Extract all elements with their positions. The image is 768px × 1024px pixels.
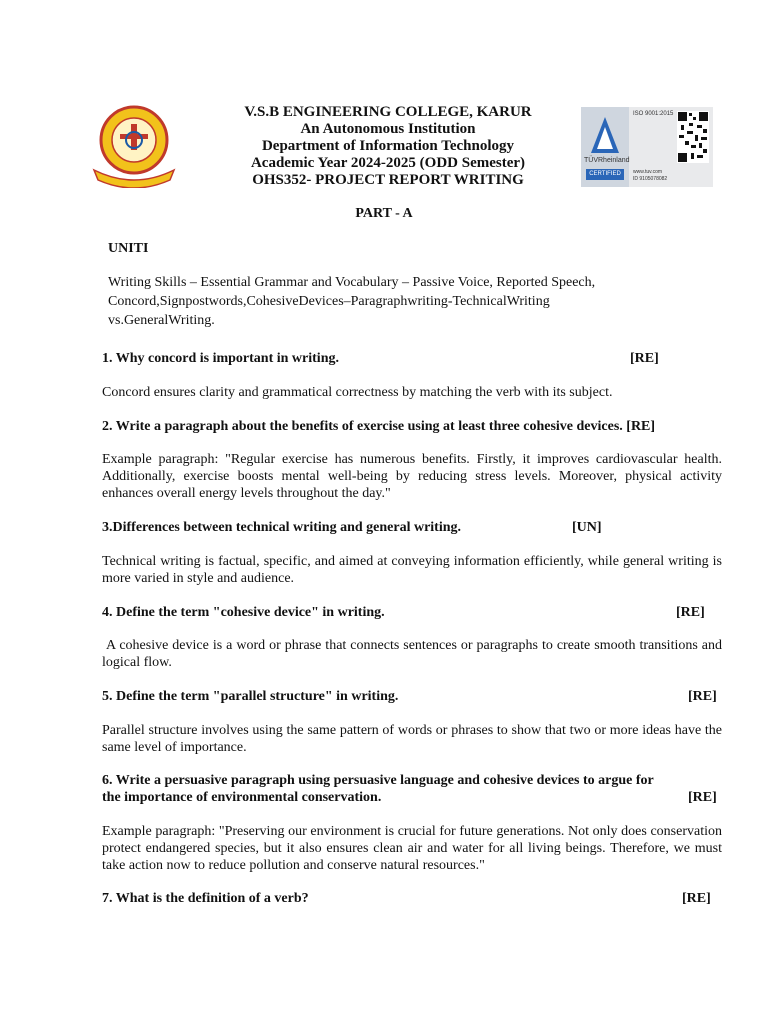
question-5: 5. Define the term "parallel structure" in writing. [RE] xyxy=(102,689,717,704)
answer-5: Parallel structure involves using the same pattern of words or phrases to show that two or more ideas have the same level of importance. xyxy=(102,723,722,755)
question-tag: [RE] xyxy=(688,689,717,704)
cert-brand: TÜVRheinland xyxy=(584,157,630,164)
syllabus-line: Writing Skills – Essential Grammar and Vocabulary – Passive Voice, Reported Speech, xyxy=(108,275,596,290)
answer-1: Concord ensures clarity and grammatical correctness by matching the verb with its subject. xyxy=(102,385,613,400)
unit-heading: UNITI xyxy=(108,241,149,256)
cert-badge: CERTIFIED xyxy=(586,169,624,180)
answer-4: A cohesive device is a word or phrase that connects sentences or paragraphs to create smooth transitions and logical flow. xyxy=(102,638,726,670)
cert-id: ID 9105078082 xyxy=(633,176,668,182)
tuv-triangle-icon xyxy=(589,115,621,157)
department-line: Department of Information Technology xyxy=(261,138,515,154)
autonomous-line: An Autonomous Institution xyxy=(300,121,476,137)
question-tag: [RE] xyxy=(682,891,711,906)
question-6: 6. Write a persuasive paragraph using persuasive language and cohesive devices to argue for the importance of environmental conservation. [RE] xyxy=(102,773,717,805)
question-4: 4. Define the term "cohesive device" in writing. [RE] xyxy=(102,605,705,620)
question-tag: [UN] xyxy=(572,520,602,535)
question-1: 1. Why concord is important in writing. [RE] xyxy=(102,351,659,366)
cert-url: www.tuv.com xyxy=(633,169,663,175)
syllabus-line: Concord,Signpostwords,CohesiveDevices–Paragraphwriting-TechnicalWriting xyxy=(108,294,550,309)
course-line: OHS352- PROJECT REPORT WRITING xyxy=(252,172,524,188)
cert-iso: ISO 9001:2015 xyxy=(633,111,674,117)
question-tag: [RE] xyxy=(676,605,705,620)
answer-2: Example paragraph: "Regular exercise has numerous benefits. Firstly, it improves cardiovascular health. Additionally, exercise boosts mental well-being by reducing stress levels. Moreover, physical activity enhances overall energy levels throughout the day." xyxy=(102,452,722,501)
answer-6: Example paragraph: "Preserving our environment is crucial for future generations. Not only does conservation protect endangered species, but it also ensures clean air and water for all living beings. Therefore, we must take action now to reduce pollution and conserve natural resources." xyxy=(102,824,722,873)
syllabus-text xyxy=(108,273,688,330)
question-3: 3.Differences between technical writing and general writing. [UN] xyxy=(102,520,602,535)
qr-code-icon xyxy=(677,111,709,163)
part-heading: PART - A xyxy=(355,206,413,221)
college-name: V.S.B ENGINEERING COLLEGE, KARUR xyxy=(244,104,532,120)
question-tag: [RE] xyxy=(630,351,659,366)
question-7: 7. What is the definition of a verb? [RE] xyxy=(102,891,711,906)
syllabus-line: vs.GeneralWriting. xyxy=(108,313,215,328)
answer-3: Technical writing is factual, specific, and aimed at conveying information efficiently, while general writing is more varied in style and audience. xyxy=(102,554,722,586)
academic-year-line: Academic Year 2024-2025 (ODD Semester) xyxy=(250,155,526,171)
question-tag: [RE] xyxy=(688,790,717,805)
question-2: 2. Write a paragraph about the benefits of exercise using at least three cohesive devices. [RE] xyxy=(102,419,656,434)
document-header xyxy=(200,104,576,189)
college-logo xyxy=(90,104,178,188)
certification-logo xyxy=(581,107,713,187)
